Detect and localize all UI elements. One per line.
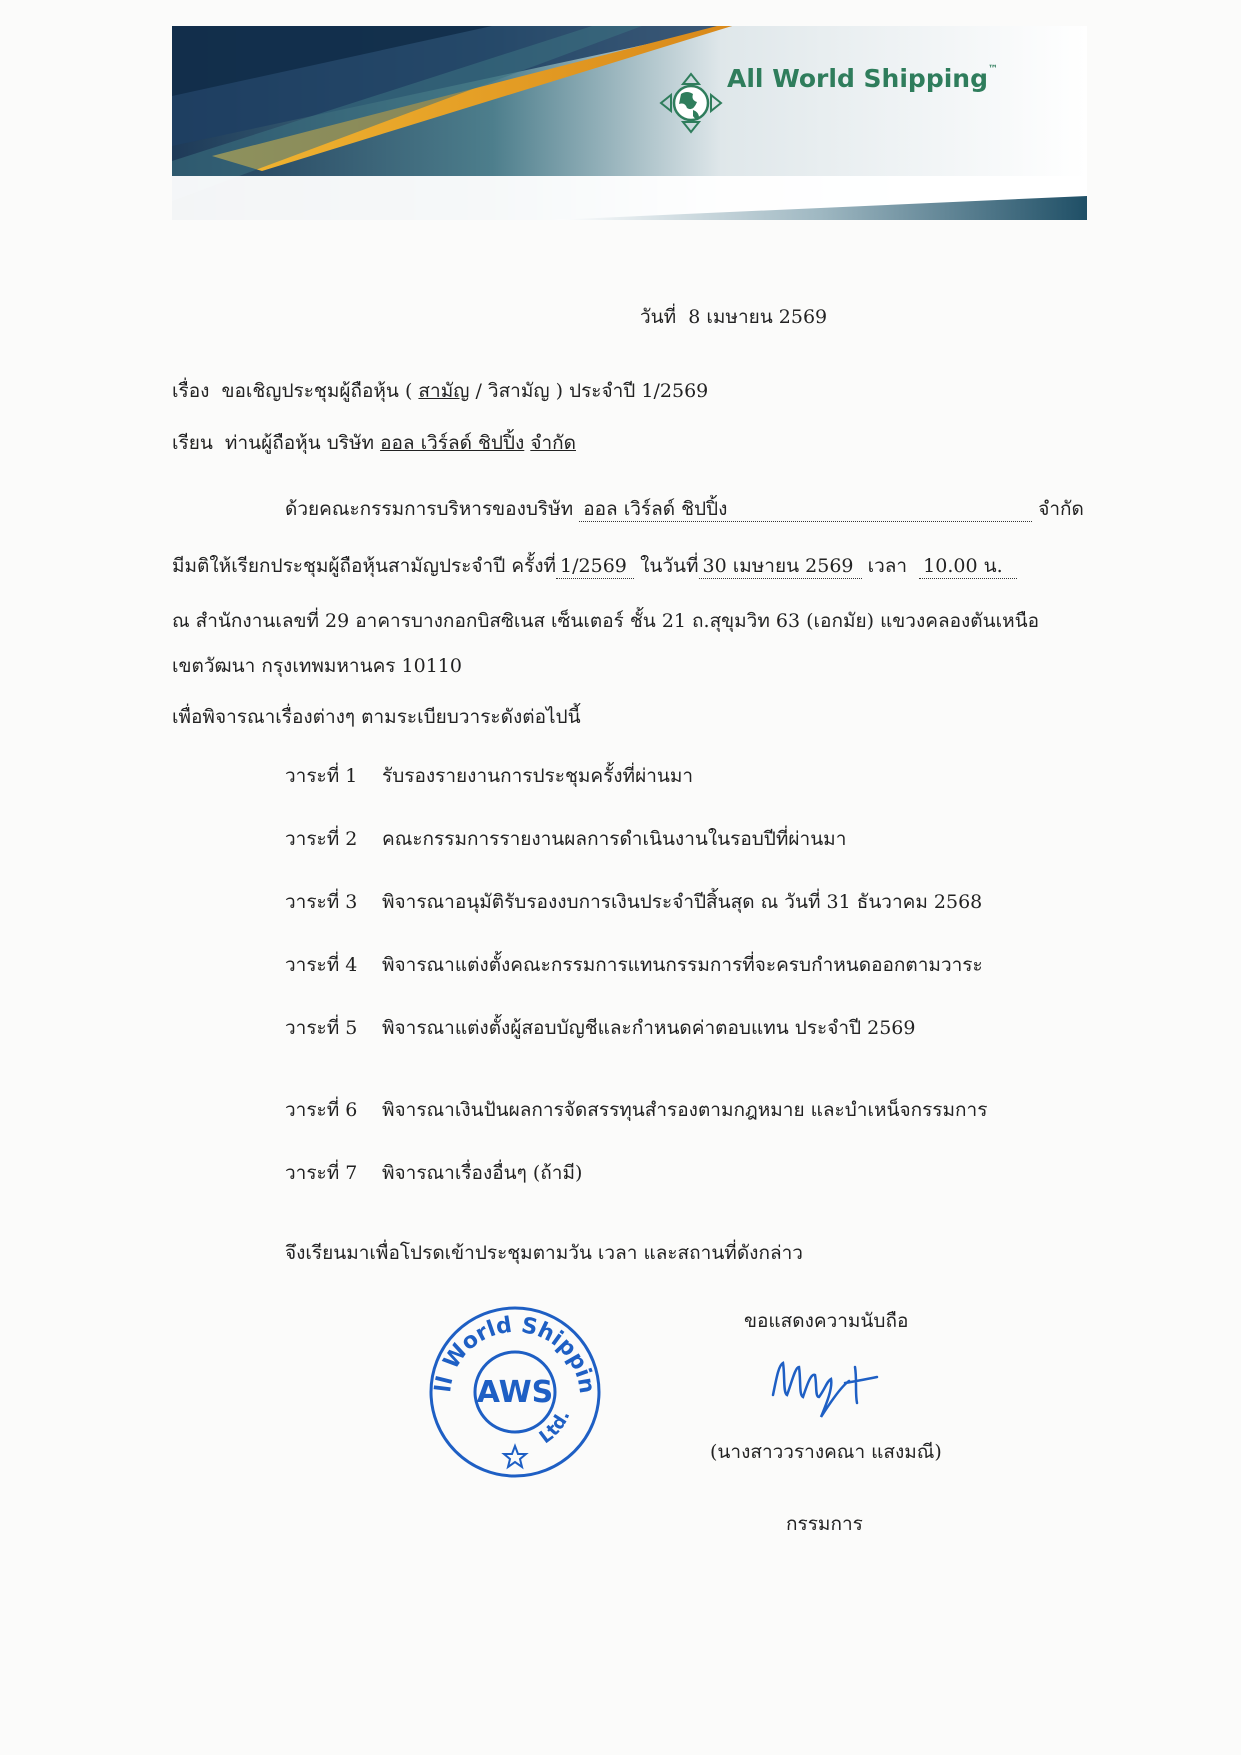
stamp-text-top: ll World Shippin (431, 1312, 600, 1396)
paragraph-resolution: มีมติให้เรียกประชุมผู้ถือหุ้นสามัญประจำปี ครั้งที่ 1/2569 ในวันที่ 30 เมษายน 2569 เวลา 10.00 น. (172, 557, 1017, 579)
agenda-item-text: พิจารณาแต่งตั้งผู้สอบบัญชีและกำหนดค่าตอบแทน ประจำปี 2569 (382, 1017, 916, 1039)
company-logo-text: All World Shipping™ (727, 64, 998, 93)
agenda-item-text: พิจารณาเงินปันผลการจัดสรรทุนสำรองตามกฎหมาย และบำเหน็จกรรมการ (382, 1099, 988, 1121)
agenda-item-text: รับรองรายงานการประชุมครั้งที่ผ่านมา (382, 765, 694, 787)
company-stamp (428, 1305, 602, 1479)
handwritten-signature-icon (765, 1345, 915, 1425)
banner-graphic (172, 26, 1087, 220)
agenda-item-label: วาระที่ 1 (285, 765, 358, 787)
svg-text:Ltd. (536, 1407, 575, 1448)
header-banner (172, 26, 1087, 220)
paragraph-intro: ด้วยคณะกรรมการบริหารของบริษัท ออล เวิร์ลด์ ชิปปิ้ง จำกัด (285, 498, 1084, 520)
agenda-item-label: วาระที่ 2 (285, 828, 358, 850)
signer-name: (นางสาววรางคณา แสงมณี) (710, 1441, 942, 1463)
signature (765, 1345, 915, 1425)
company-seal-icon (428, 1305, 602, 1479)
meeting-address-line-1: ณ สำนักงานเลขที่ 29 อาคารบางกอกบิสซิเนส เซ็นเตอร์ ชั้น 21 ถ.สุขุมวิท 63 (เอกมัย) แขวงคลองตันเหนือ (172, 610, 1040, 632)
meeting-address-line-2: เขตวัฒนา กรุงเทพมหานคร 10110 (172, 655, 462, 677)
stamp-text-bottom: Ltd. (535, 1407, 575, 1449)
regards: ขอแสดงความนับถือ (744, 1310, 909, 1332)
agenda-item-label: วาระที่ 7 (285, 1162, 358, 1184)
closing-sentence: จึงเรียนมาเพื่อโปรดเข้าประชุมตามวัน เวลา และสถานที่ดังกล่าว (285, 1242, 803, 1264)
agenda-item-text: คณะกรรมการรายงานผลการดำเนินงานในรอบปีที่ผ่านมา (382, 828, 847, 850)
agenda-intro: เพื่อพิจารณาเรื่องต่างๆ ตามระเบียบวาระดังต่อไปนี้ (172, 706, 581, 728)
star-icon (504, 1446, 526, 1467)
agenda-item-label: วาระที่ 6 (285, 1099, 358, 1121)
agenda-item-text: พิจารณาเรื่องอื่นๆ (ถ้ามี) (382, 1162, 583, 1184)
agenda-item-label: วาระที่ 5 (285, 1017, 358, 1039)
letter-date: วันที่ 8 เมษายน 2569 (640, 306, 828, 328)
signer-title: กรรมการ (786, 1513, 863, 1535)
letter-subject: เรื่อง ขอเชิญประชุมผู้ถือหุ้น ( สามัญ / วิสามัญ ) ประจำปี 1/2569 (172, 380, 709, 402)
agenda-item-text: พิจารณาอนุมัติรับรองงบการเงินประจำปีสิ้นสุด ณ วันที่ 31 ธันวาคม 2568 (382, 891, 983, 913)
agenda-item-text: พิจารณาแต่งตั้งคณะกรรมการแทนกรรมการที่จะครบกำหนดออกตามวาระ (382, 954, 983, 976)
agenda-item-label: วาระที่ 4 (285, 954, 358, 976)
letter-recipient: เรียน ท่านผู้ถือหุ้น บริษัท ออล เวิร์ลด์ ชิปปิ้ง จำกัด (172, 432, 576, 454)
agenda-item-label: วาระที่ 3 (285, 891, 358, 913)
stamp-center-text: AWS (476, 1375, 554, 1410)
